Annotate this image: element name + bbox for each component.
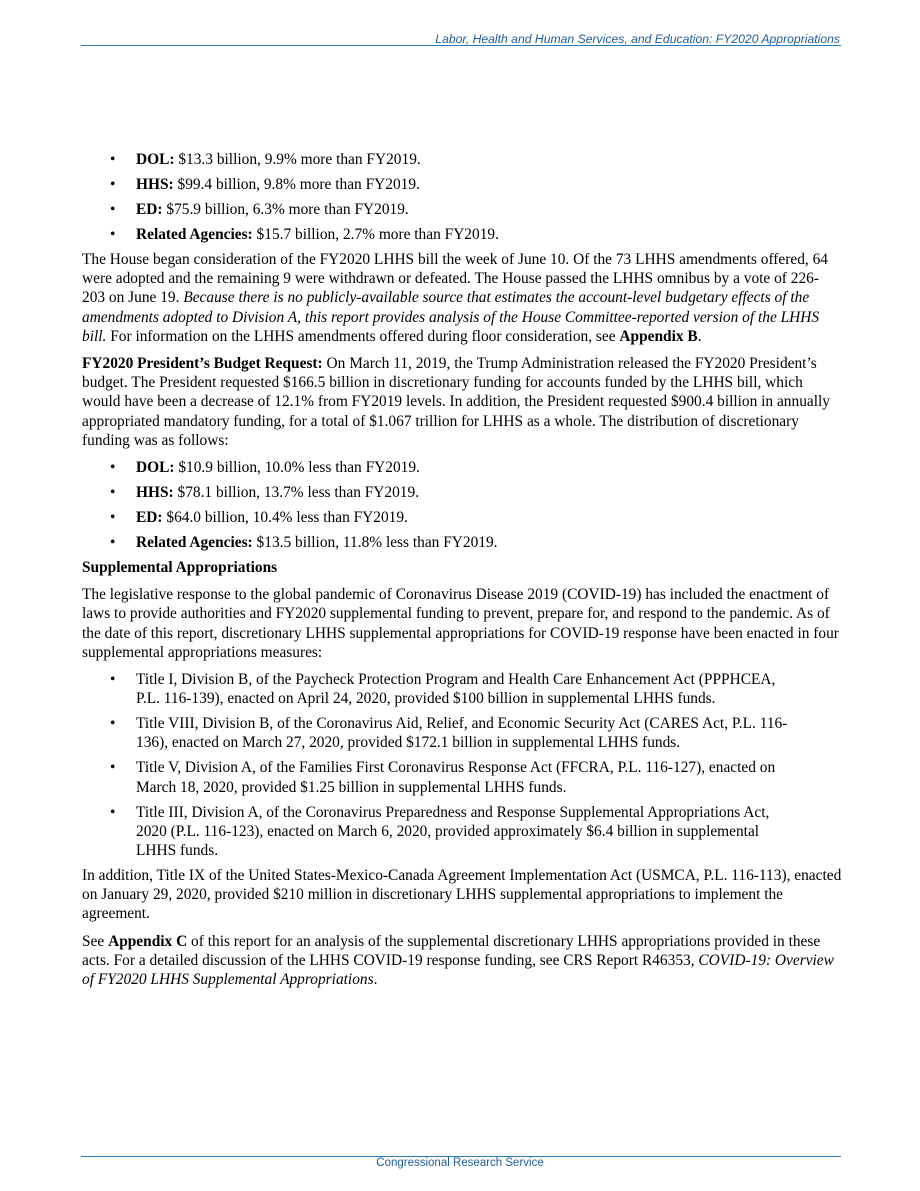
bullet-icon: • — [110, 671, 116, 689]
list-item: • ED: $75.9 billion, 6.3% more than FY2019. — [110, 201, 409, 218]
house-funding-list — [82, 150, 842, 244]
bullet-icon: • — [110, 459, 116, 477]
list-item: • HHS: $78.1 billion, 13.7% less than FY2019. — [110, 484, 420, 502]
bullet-icon: • — [110, 201, 116, 218]
crs-report-title: COVID-19: Overview of FY2020 LHHS Supplemental Appropriations — [82, 951, 834, 989]
bullet-icon: • — [110, 484, 116, 502]
list-item: • Title I, Division B, of the Paycheck Protection Program and Health Care Enhancement Act (PPPHCEA, P.L. 116-139), enacted on April 24, 2020, provided $100 billion in supplemental LHHS funds. — [110, 671, 776, 708]
bullet-icon: • — [110, 176, 116, 193]
list-item: • Title III, Division A, of the Coronavirus Preparedness and Response Supplemental Appropriations Act, 2020 (P.L. 116-123), enacted on March 6, 2020, provided approximately $6.4 billion in supplemental LHHS funds. — [110, 803, 770, 860]
supplemental-acts-list — [82, 670, 842, 860]
list-item: • Title V, Division A, of the Families First Coronavirus Response Act (FFCRA, P.L. 116-127), enacted on March 18, 2020, provided $1.25 billion in supplemental LHHS funds. — [110, 759, 776, 796]
list-item: • Related Agencies: $15.7 billion, 2.7% more than FY2019. — [110, 226, 499, 243]
page-body — [82, 150, 842, 997]
section-heading: Supplemental Appropriations — [82, 559, 278, 577]
bullet-icon: • — [110, 715, 116, 733]
footer-text: Congressional Research Service — [376, 1157, 544, 1169]
presidents-budget-paragraph: FY2020 President’s Budget Request: On March 11, 2019, the Trump Administration released the FY2020 President’s budget. The President requested $166.5 billion in discretionary funding for accounts funded by the LHHS bill, which would have been a decrease of 12.1% from FY2019 levels. In addition, the President requested $900.4 billion in annually appropriated mandatory funding, for a total of $1.067 trillion for LHHS as a whole. The distribution of discretionary funding was as follows: — [82, 355, 830, 449]
appendix-b-reference: Appendix B — [619, 327, 698, 345]
list-item: • DOL: $13.3 billion, 9.9% more than FY2019. — [110, 151, 421, 168]
header-rule — [81, 45, 841, 46]
list-item: • HHS: $99.4 billion, 9.8% more than FY2019. — [110, 176, 420, 193]
bullet-icon: • — [110, 534, 116, 552]
list-item: • ED: $64.0 billion, 10.4% less than FY2019. — [110, 509, 408, 527]
bullet-icon: • — [110, 759, 116, 777]
list-item: • Title VIII, Division B, of the Coronavirus Aid, Relief, and Economic Security Act (CARES Act, P.L. 116-136), enacted on March 27, 2020, provided $172.1 billion in supplemental LHHS funds. — [110, 715, 788, 752]
list-item: • Related Agencies: $13.5 billion, 11.8% less than FY2019. — [110, 534, 498, 552]
bullet-icon: • — [110, 509, 116, 527]
list-item: • DOL: $10.9 billion, 10.0% less than FY2019. — [110, 459, 420, 477]
supplemental-intro-paragraph: The legislative response to the global pandemic of Coronavirus Disease 2019 (COVID-19) has included the enactment of laws to provide authorities and FY2020 supplemental funding to prevent, prepare for, and respond to the pandemic. As of the date of this report, discretionary LHHS supplemental appropriations for COVID-19 response have been enacted in four supplemental appropriations measures: — [82, 586, 839, 661]
appendix-c-paragraph: See Appendix C of this report for an analysis of the supplemental discretionary LHHS appropriations provided in these acts. For a detailed discussion of the LHHS COVID-19 response funding, see CRS Report R46353, COVID-19: Overview of FY2020 LHHS Supplemental Appropriations. — [82, 932, 834, 989]
bullet-icon: • — [110, 151, 116, 168]
house-consideration-paragraph: The House began consideration of the FY2020 LHHS bill the week of June 10. Of the 73 LHHS amendments offered, 64 were adopted and the remaining 9 were withdrawn or defeated. The House passed the LHHS omnibus by a vote of 226-203 on June 19. Because there is no publicly-available source that estimates the account-level budgetary effects of the amendments adopted to Division A, this report provides analysis of the House Committee-reported version of the LHHS bill. For information on the LHHS amendments offered during floor consideration, see Appendix B. — [82, 251, 829, 345]
running-header: Labor, Health and Human Services, and Education: FY2020 Appropriations — [435, 32, 840, 46]
bullet-icon: • — [110, 226, 116, 243]
bullet-icon: • — [110, 803, 116, 821]
usmca-paragraph: In addition, Title IX of the United States-Mexico-Canada Agreement Implementation Act (USMCA, P.L. 116-113), enacted on January 29, 2020, provided $210 million in discretionary LHHS supplemental appropriations to implement the agreement. — [82, 867, 842, 923]
appendix-c-reference: Appendix C — [108, 932, 188, 950]
president-funding-list — [82, 458, 842, 552]
